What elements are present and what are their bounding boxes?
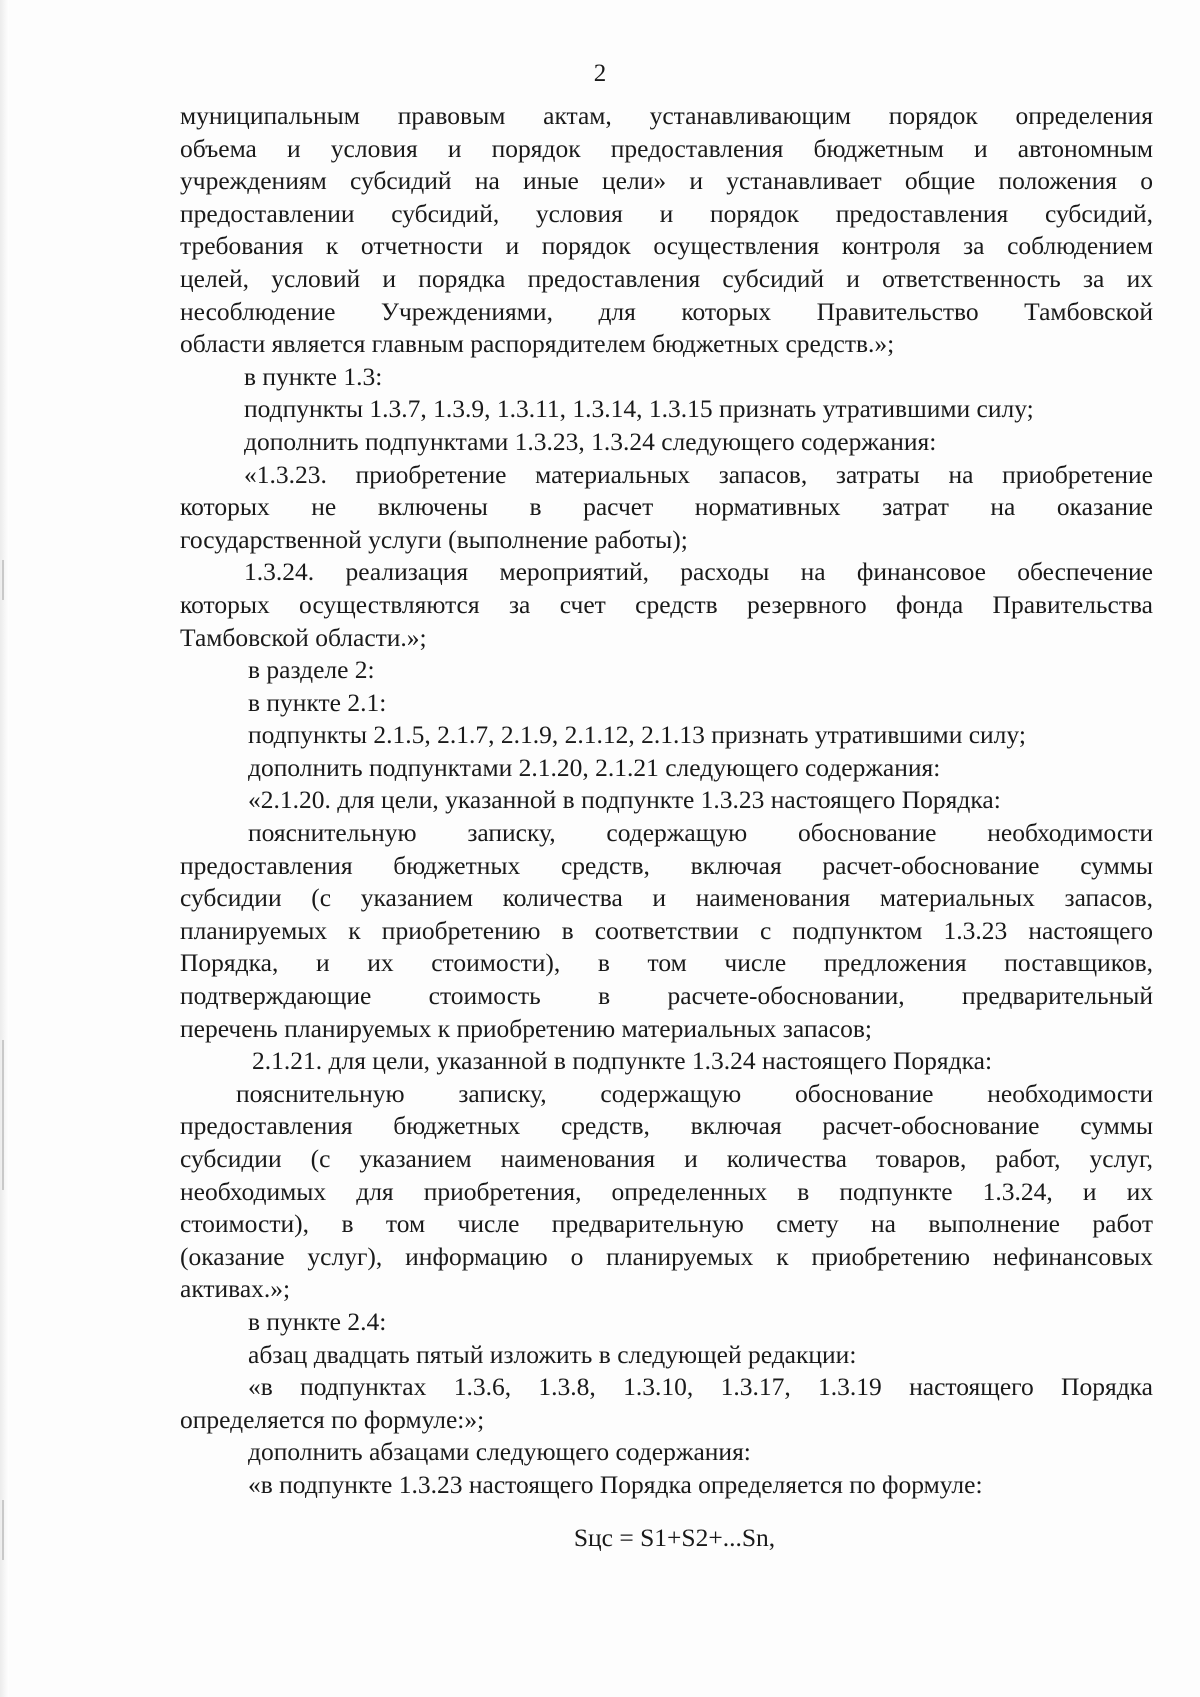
- text-line: дополнить абзацами следующего содержания:: [248, 1437, 751, 1467]
- text-line: необходимых для приобретения, определенных в подпункте 1.3.24, и их: [180, 1176, 1153, 1206]
- paragraph-p14: [180, 1078, 1153, 1306]
- text-line: пояснительную записку, содержащую обоснование необходимости: [248, 818, 1153, 848]
- page-number: 2: [593, 60, 607, 87]
- scan-edge: [0, 0, 9, 1697]
- paragraph-p15: [180, 1306, 1153, 1339]
- text-line: субсидии (с указанием наименования и количества товаров, работ, услуг,: [180, 1144, 1153, 1173]
- text-line: субсидии (с указанием количества и наименования материальных запасов,: [180, 883, 1153, 913]
- text-line: учреждениям субсидий на иные цели» и устанавливает общие положения о: [180, 166, 1153, 196]
- text-line: (оказание услуг), информацию о планируемых к приобретению нефинансовых: [180, 1241, 1153, 1271]
- text-line: в пункте 2.4:: [248, 1306, 387, 1336]
- text-line: которых не включены в расчет нормативных затрат на оказание: [180, 492, 1153, 522]
- text-line: абзац двадцать пятый изложить в следующей редакции:: [248, 1339, 857, 1369]
- paragraph-p17: [180, 1371, 1153, 1436]
- paragraph-p11: [180, 784, 1153, 817]
- text-line: целей, условий и порядка предоставления субсидий и ответственность за их: [180, 263, 1153, 293]
- text-line: муниципальным правовым актам, устанавливающим порядок определения: [180, 101, 1153, 130]
- text-line: определяется по формуле:»;: [180, 1404, 485, 1434]
- text-line: предоставления бюджетных средств, включая расчет-обоснование суммы: [180, 850, 1153, 880]
- text-line: в разделе 2:: [248, 655, 375, 685]
- text-line: объема и условия и порядок предоставления бюджетным и автономным: [180, 133, 1153, 163]
- text-line: «2.1.20. для цели, указанной в подпункте 1.3.23 настоящего Порядка:: [248, 785, 1001, 815]
- text-line: требования к отчетности и порядок осуществления контроля за соблюдением: [180, 231, 1153, 261]
- text-line: подпункты 1.3.7, 1.3.9, 1.3.11, 1.3.14, 1.3.15 признать утратившими силу;: [244, 394, 1034, 424]
- text-line: подтверждающие стоимость в расчете-обосновании, предварительный: [180, 981, 1153, 1011]
- text-line: предоставлении субсидий, условия и порядок предоставления субсидий,: [180, 198, 1153, 228]
- document-body: [180, 100, 1153, 1554]
- paragraph-p18: [180, 1436, 1153, 1469]
- paragraph-p4: [180, 426, 1153, 459]
- formula: Sцс = S1+S2+...Sn,: [573, 1522, 776, 1552]
- text-line: «в подпункте 1.3.23 настоящего Порядка определяется по формуле:: [248, 1469, 983, 1499]
- text-line: Тамбовской области.»;: [180, 622, 427, 652]
- scan-artifact: [2, 560, 4, 600]
- paragraph-p9: [180, 719, 1153, 752]
- paragraph-p13: [180, 1045, 1153, 1078]
- text-line: активах.»;: [180, 1274, 291, 1304]
- paragraph-p3: [180, 393, 1153, 426]
- text-line: области является главным распорядителем бюджетных средств.»;: [180, 329, 895, 359]
- text-line: 1.3.24. реализация мероприятий, расходы на финансовое обеспечение: [244, 557, 1153, 587]
- text-line: «1.3.23. приобретение материальных запасов, затраты на приобретение: [244, 459, 1153, 489]
- paragraph-p2: [180, 361, 1153, 394]
- text-line: 2.1.21. для цели, указанной в подпункте 1.3.24 настоящего Порядка:: [252, 1046, 993, 1076]
- paragraph-p12: [180, 817, 1153, 1045]
- text-line: государственной услуги (выполнение работы);: [180, 524, 688, 554]
- text-line: планируемых к приобретению в соответствии с подпунктом 1.3.23 настоящего: [180, 915, 1153, 945]
- text-line: «в подпунктах 1.3.6, 1.3.8, 1.3.10, 1.3.17, 1.3.19 настоящего Порядка: [248, 1372, 1153, 1402]
- scan-artifact: [2, 1040, 4, 1190]
- paragraph-p8: [180, 687, 1153, 720]
- text-line: дополнить подпунктами 1.3.23, 1.3.24 следующего содержания:: [244, 426, 937, 456]
- text-line: пояснительную записку, содержащую обоснование необходимости: [236, 1078, 1153, 1108]
- paragraph-p7: [180, 654, 1153, 687]
- text-line: в пункте 1.3:: [244, 361, 383, 391]
- scan-artifact: [2, 1500, 4, 1560]
- paragraph-p10: [180, 752, 1153, 785]
- paragraph-p16: [180, 1339, 1153, 1372]
- paragraph-p19: [180, 1469, 1153, 1502]
- paragraph-p5: [180, 459, 1153, 557]
- paragraph-p1: [180, 100, 1153, 361]
- paragraph-p6: [180, 556, 1153, 654]
- text-line: в пункте 2.1:: [248, 687, 387, 717]
- text-line: перечень планируемых к приобретению материальных запасов;: [180, 1013, 872, 1043]
- text-line: дополнить подпунктами 2.1.20, 2.1.21 следующего содержания:: [248, 752, 941, 782]
- text-line: которых осуществляются за счет средств резервного фонда Правительства: [180, 589, 1153, 619]
- text-line: стоимости), в том числе предварительную смету на выполнение работ: [180, 1209, 1153, 1239]
- text-line: несоблюдение Учреждениями, для которых Правительство Тамбовской: [180, 296, 1153, 326]
- text-line: предоставления бюджетных средств, включая расчет-обоснование суммы: [180, 1111, 1153, 1141]
- text-line: Порядка, и их стоимости), в том числе предложения поставщиков,: [180, 948, 1153, 978]
- text-line: подпункты 2.1.5, 2.1.7, 2.1.9, 2.1.12, 2.1.13 признать утратившими силу;: [248, 720, 1026, 750]
